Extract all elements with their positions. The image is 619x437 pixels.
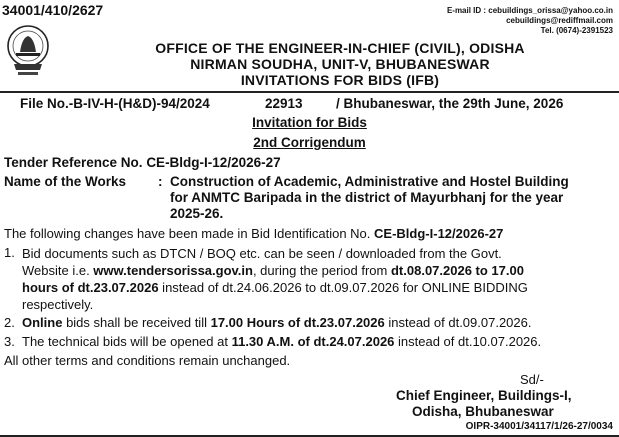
header-divider xyxy=(0,91,619,93)
item-2-number: 2. xyxy=(4,315,15,330)
item-3 xyxy=(22,334,541,349)
signature-sd: Sd/- xyxy=(520,372,544,387)
item-2 xyxy=(22,315,531,330)
item-1-line-a: Bid documents such as DTCN / BOQ etc. can be seen / downloaded from the Govt. xyxy=(22,246,502,261)
place-date: / Bhubaneswar, the 29th June, 2026 xyxy=(336,96,564,111)
contact-block xyxy=(447,6,613,36)
works-line-1: Construction of Academic, Administrative and Hostel Building xyxy=(170,174,569,189)
item-1-number: 1. xyxy=(4,245,15,260)
email-line-1: E-mail ID : cebuildings_orissa@yahoo.co.in xyxy=(446,6,613,15)
email-line-2: cebuildings@rediffmail.com xyxy=(506,16,613,25)
works-line-2: for ANMTC Baripada in the district of Mayurbhanj for the year xyxy=(170,190,564,205)
item-3-text-2: instead of dt.10.07.2026. xyxy=(394,334,542,349)
works-label: Name of the Works xyxy=(4,174,127,189)
item-2-text-1: bids shall be received till xyxy=(62,315,211,330)
bid-identification-number: CE-Bldg-I-12/2026-27 xyxy=(374,226,504,241)
tender-reference-value: CE-Bldg-I-12/2026-27 xyxy=(146,155,281,170)
changes-intro xyxy=(4,226,503,241)
item-3-text-1: The technical bids will be opened at xyxy=(22,334,232,349)
tender-reference-label: Tender Reference No. xyxy=(4,155,143,170)
item-1-line-c xyxy=(22,279,612,296)
invitation-title: Invitation for Bids xyxy=(252,115,367,130)
office-title: OFFICE OF THE ENGINEER-IN-CHIEF (CIVIL), ODISHA xyxy=(155,40,525,56)
item-1-instead-text: instead of dt.24.06.2026 to dt.09.07.2026 for ONLINE BIDDING xyxy=(158,280,528,295)
closing-text: All other terms and conditions remain unchanged. xyxy=(4,353,291,368)
tender-website: www.tendersorissa.gov.in xyxy=(93,263,253,278)
item-1-line-b xyxy=(22,262,612,279)
notice-code: 34001/410/2627 xyxy=(2,2,104,18)
item-3-number: 3. xyxy=(4,334,15,349)
item-1 xyxy=(22,245,612,313)
item-2-text-2: instead of dt.09.07.2026. xyxy=(384,315,532,330)
item-1-website-label: Website i.e. xyxy=(22,263,94,278)
corrigendum-title: 2nd Corrigendum xyxy=(253,135,366,150)
letter-number: 22913 xyxy=(265,96,303,111)
telephone: Tel. (0674)-2391523 xyxy=(540,26,613,35)
changes-intro-text: The following changes have been made in Bid Identification No. xyxy=(4,226,371,241)
works-line-3: 2025-26. xyxy=(170,206,224,221)
signatory-designation: Chief Engineer, Buildings-I, xyxy=(396,388,572,403)
item-3-opening-time: 11.30 A.M. of dt.24.07.2026 xyxy=(231,334,395,349)
office-address: NIRMAN SOUDHA, UNIT-V, BHUBANESWAR xyxy=(190,56,490,72)
oipr-number: OIPR-34001/34117/1/26-27/0034 xyxy=(465,421,613,432)
signatory-place: Odisha, Bhubaneswar xyxy=(412,404,554,419)
odisha-emblem-icon xyxy=(4,22,52,80)
file-number: File No.-B-IV-H-(H&D)-94/2024 xyxy=(20,96,210,111)
item-2-deadline: 17.00 Hours of dt.23.07.2026 xyxy=(210,315,385,330)
invitations-heading: INVITATIONS FOR BIDS (IFB) xyxy=(240,72,440,88)
works-description xyxy=(170,174,569,222)
item-1-period-label: , during the period from xyxy=(252,263,391,278)
item-1-from-date: dt.08.07.2026 to 17.00 xyxy=(390,263,524,278)
tender-reference xyxy=(4,155,281,170)
works-colon: : xyxy=(158,174,163,189)
item-2-online: Online xyxy=(22,315,63,330)
item-1-line-d: respectively. xyxy=(22,297,94,312)
item-1-to-date: hours of dt.23.07.2026 xyxy=(22,280,159,295)
